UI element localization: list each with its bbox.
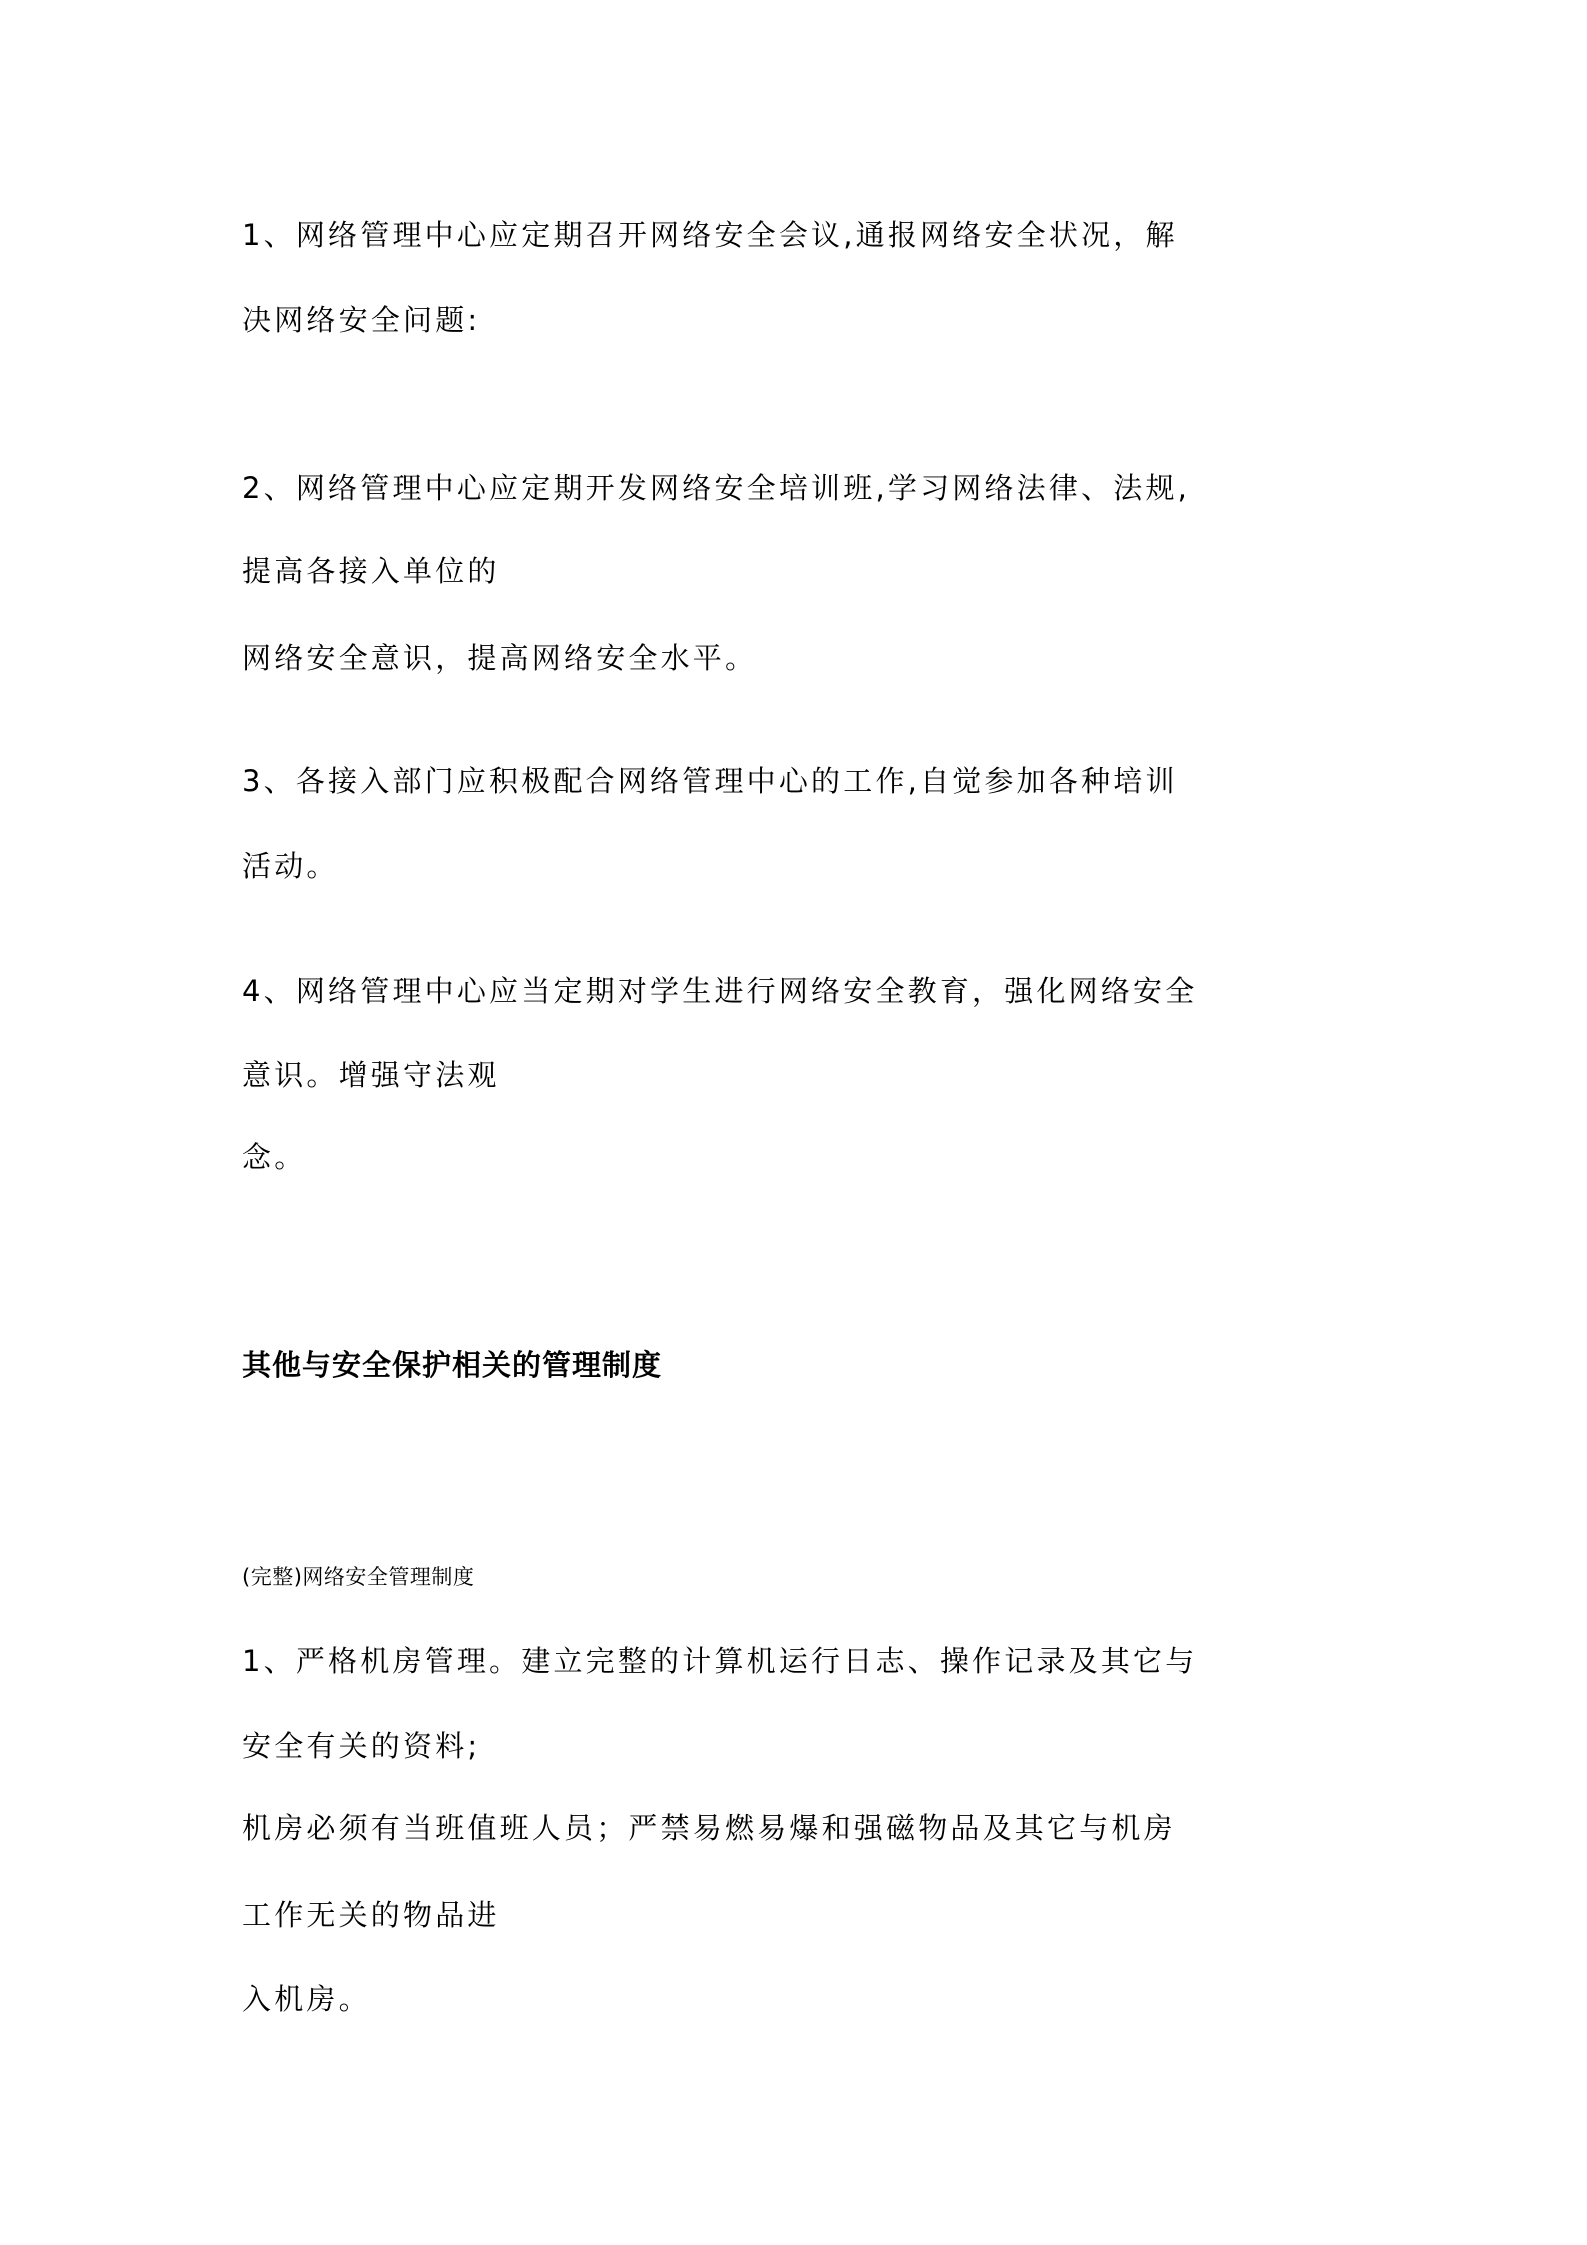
paragraph-line: 3、各接入部门应积极配合网络管理中心的工作,自觉参加各种培训 bbox=[242, 764, 1178, 798]
paragraph-line: 决网络安全问题: bbox=[242, 303, 481, 337]
paragraph-line: 2、网络管理中心应定期开发网络安全培训班,学习网络法律、法规, bbox=[242, 471, 1191, 505]
document-subtitle: (完整)网络安全管理制度 bbox=[242, 1565, 475, 1589]
paragraph-line: 意识。增强守法观 bbox=[242, 1058, 500, 1092]
section-heading: 其他与安全保护相关的管理制度 bbox=[242, 1348, 663, 1382]
paragraph-line: 1、网络管理中心应定期召开网络安全会议,通报网络安全状况，解 bbox=[242, 218, 1178, 252]
paragraph-line: 安全有关的资料; bbox=[242, 1729, 481, 1763]
paragraph-line: 机房必须有当班值班人员；严禁易燃易爆和强磁物品及其它与机房 bbox=[242, 1811, 1176, 1845]
paragraph-line: 活动。 bbox=[242, 849, 339, 883]
paragraph-line: 入机房。 bbox=[242, 1982, 371, 2016]
paragraph-line: 网络安全意识，提高网络安全水平。 bbox=[242, 641, 758, 675]
paragraph-line: 1、严格机房管理。建立完整的计算机运行日志、操作记录及其它与 bbox=[242, 1644, 1198, 1678]
paragraph-line: 提高各接入单位的 bbox=[242, 554, 500, 588]
paragraph-line: 工作无关的物品进 bbox=[242, 1898, 500, 1932]
paragraph-line: 4、网络管理中心应当定期对学生进行网络安全教育，强化网络安全 bbox=[242, 974, 1198, 1008]
paragraph-line: 念。 bbox=[242, 1140, 307, 1174]
